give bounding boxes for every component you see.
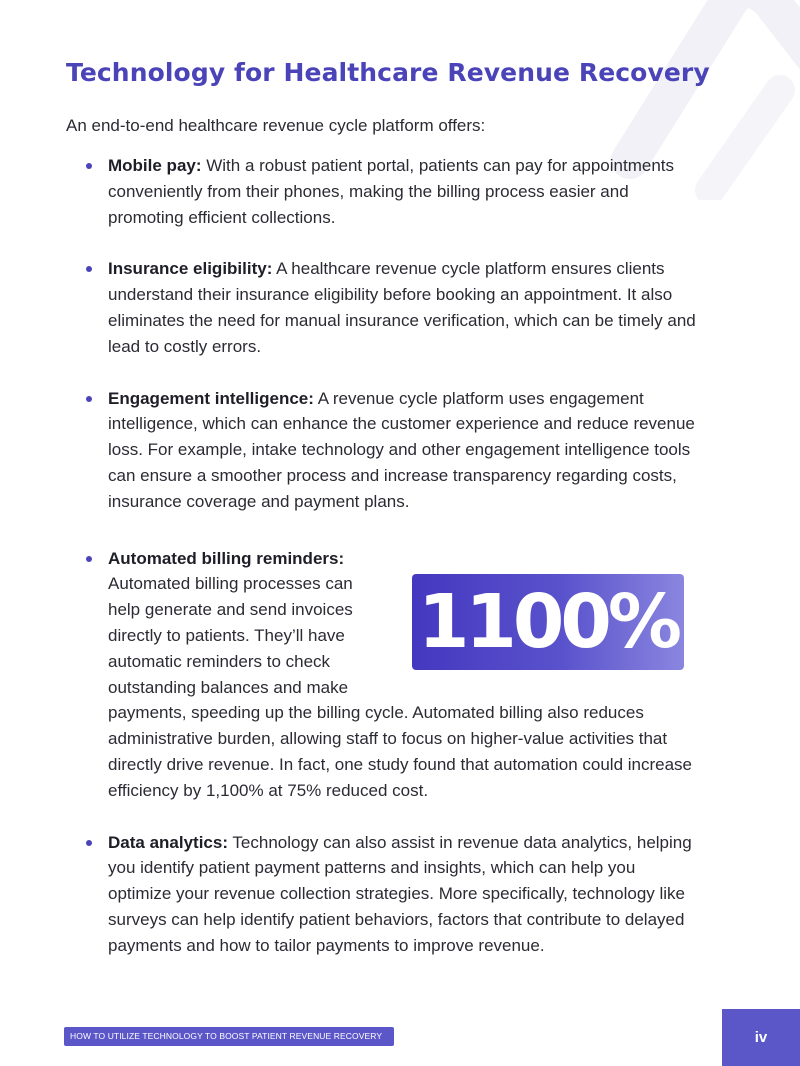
- bullet-title: Insurance eligibility:: [108, 259, 273, 279]
- bullet-title: Mobile pay:: [108, 156, 202, 175]
- feature-list: [66, 153, 696, 959]
- list-item: [66, 830, 696, 959]
- bullet-text: Automated billing processes can help generate and send invoices directly to patients. They’ll have automatic reminders to check outstanding balances and make payments, speeding up the billing cycle. Automated billing also reduces administrative burden, allowing staff to focus on higher-value activities that directly drive revenue. In fact, one study found that automation could increase efficiency by 1,100% at 75% reduced cost.: [108, 574, 693, 800]
- footer-label: HOW TO UTILIZE TECHNOLOGY TO BOOST PATIENT REVENUE RECOVERY: [64, 1027, 394, 1046]
- bullet-text: With a robust patient portal, patients can pay for appointments conveniently from their phones, making the billing process easier and promoting efficient collections.: [108, 156, 675, 227]
- bullet-text: A healthcare revenue cycle platform ensures clients understand their insurance eligibility before booking an appointment. It also eliminates the need for manual insurance verification, which can be timely and lead to costly errors.: [108, 259, 696, 356]
- bullet-title: Automated billing reminders:: [108, 548, 345, 568]
- bullet-text: A revenue cycle platform uses engagement intelligence, which can enhance the customer experience and reduce revenue loss. For example, intake technology and other engagement intelligence tools can ensure a smoother process and increase transparency regarding costs, insurance coverage and payment plans.: [108, 388, 695, 511]
- bullet-text: Technology can also assist in revenue data analytics, helping you identify patient payment patterns and insights, which can help you optimize your revenue collection strategies. More specifically, technology like surveys can help identify patient behaviors, factors that contribute to delayed payments and how to tailor payments to improve revenue.: [108, 832, 692, 955]
- intro-text: An end-to-end healthcare revenue cycle platform offers:: [66, 116, 486, 135]
- list-item: [66, 386, 696, 515]
- page-number: iv: [722, 1009, 800, 1066]
- list-item: [66, 256, 696, 359]
- list-item: [66, 153, 696, 230]
- page-title: Technology for Healthcare Revenue Recovery: [66, 58, 710, 87]
- bullet-title: Data analytics:: [108, 832, 228, 852]
- stat-highlight-box: 1100%: [412, 574, 684, 670]
- bullet-title: Engagement intelligence:: [108, 388, 314, 408]
- list-item: [66, 546, 696, 804]
